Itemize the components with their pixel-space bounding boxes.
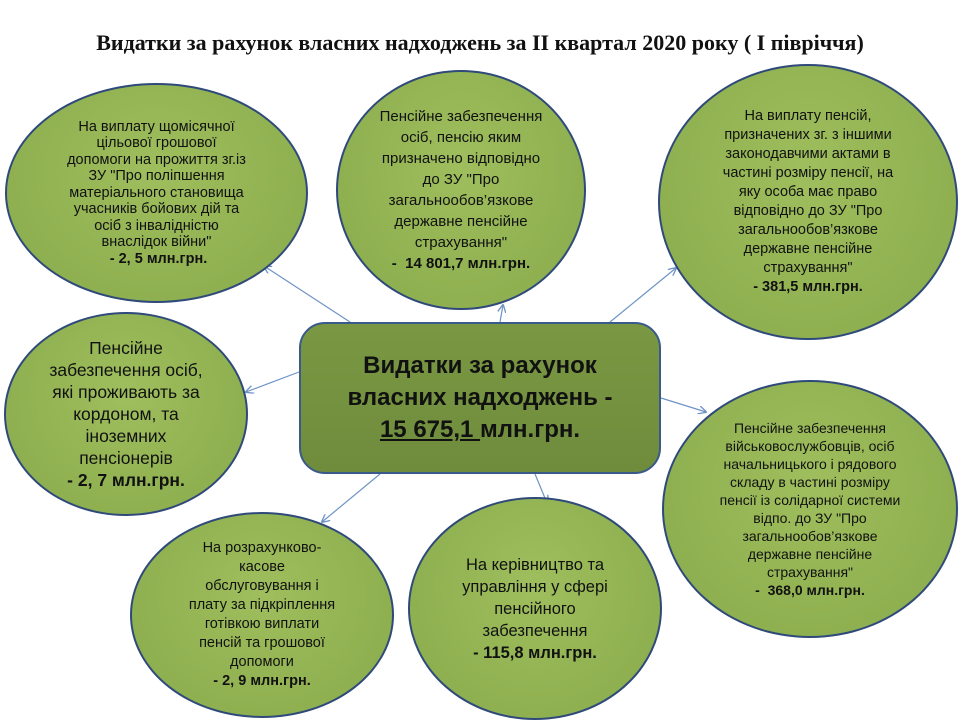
- center-amount-unit: млн.грн.: [480, 416, 581, 443]
- item-amount: - 14 801,7 млн.грн.: [391, 255, 531, 272]
- item-description: На керівництво та управління у сфері пенсійного забезпечення: [462, 555, 608, 640]
- item-amount: - 368,0 млн.грн.: [755, 582, 865, 598]
- item-description: Пенсійне забезпечення військовослужбовців, осіб начальницького і рядового складу в частині розміру пенсії із солідарної системи відпо. до ЗУ "Про загальнообов’язкове державне пенсійне страхування": [719, 420, 901, 580]
- item-amount: - 381,5 млн.грн.: [753, 279, 863, 295]
- item-amount: - 115,8 млн.грн.: [473, 643, 597, 662]
- item-amount: - 2, 5 млн.грн.: [105, 250, 208, 267]
- center-title-line-2: власних надходжень -: [347, 384, 613, 411]
- item-description: На виплату пенсій, призначених зг. з іншими законодавчими актами в частині розміру пенсії, на яку особа має право відповідно до ЗУ "Про загальнообов’язкове державне пенсійне страхування": [722, 108, 894, 276]
- arrow-to-item-2: [500, 305, 503, 322]
- arrow-to-item-6: [322, 474, 380, 522]
- expense-item-monthly-aid: [5, 83, 308, 303]
- expense-item-abroad-pensioners: [4, 312, 248, 516]
- item-description: На виплату щомісячної цільової грошової допомоги на прожиття зг.із ЗУ "Про поліпшення матеріального становища учасників бойових дій та осіб з інвалідністю внаслідок війни": [67, 118, 246, 251]
- item-amount: - 2, 9 млн.грн.: [213, 673, 311, 689]
- arrow-to-item-3: [610, 268, 676, 322]
- expense-item-state-pension-insurance: [336, 70, 586, 310]
- expense-item-management: [408, 497, 662, 720]
- arrow-to-item-5: [661, 398, 706, 412]
- central-total-box: [299, 322, 661, 474]
- center-title-line-1: Видатки за рахунок: [363, 352, 597, 379]
- arrow-to-item-4: [246, 372, 299, 392]
- item-description: Пенсійне забезпечення осіб, які проживають за кордоном, та іноземних пенсіонерів: [49, 338, 203, 468]
- item-description: Пенсійне забезпечення осіб, пенсію яким призначено відповідно до ЗУ "Про загальнообов’язкове державне пенсійне страхування": [379, 108, 543, 251]
- arrow-to-item-1: [264, 266, 350, 322]
- expense-item-military-pensions: [662, 380, 958, 638]
- center-total-amount: [380, 414, 580, 446]
- expense-item-other-laws-pensions: [658, 64, 958, 340]
- center-amount-value: 15 675,1: [379, 416, 481, 443]
- item-description: На розрахунково- касове обслуговування і плату за підкріплення готівкою виплати пенсій та грошової допомоги: [188, 540, 336, 670]
- expense-item-cash-services: [130, 512, 394, 718]
- item-amount: - 2, 7 млн.грн.: [67, 470, 185, 490]
- page-title: Видатки за рахунок власних надходжень за ІІ квартал 2020 року ( І півріччя): [96, 30, 864, 55]
